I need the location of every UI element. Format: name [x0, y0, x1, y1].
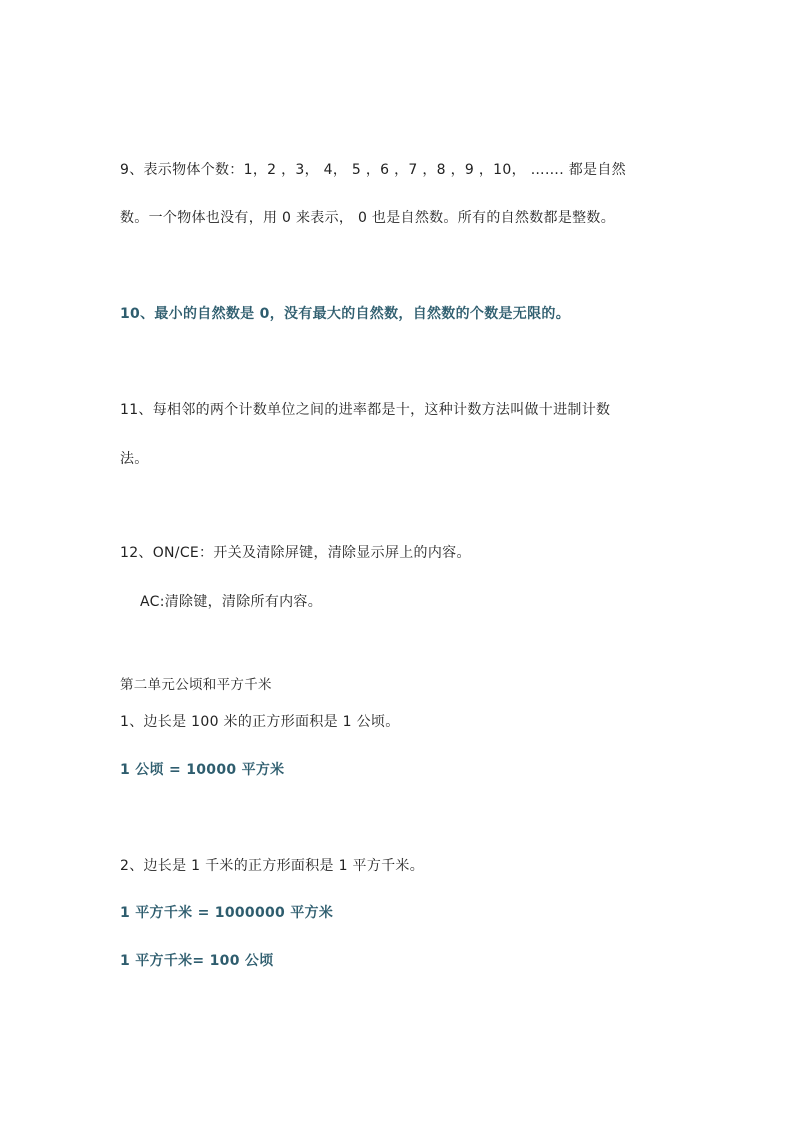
unit-2-point-1: 1、边长是 100 米的正方形面积是 1 公顷。 — [120, 714, 400, 730]
unit-2-point-2: 2、边长是 1 千米的正方形面积是 1 平方千米。 — [120, 858, 425, 874]
item-12-line-1: 12、ON/CE：开关及清除屏键，清除显示屏上的内容。 — [120, 545, 471, 561]
unit-2-heading: 第二单元公顷和平方千米 — [120, 677, 272, 693]
item-9-line-2: 数。一个物体也没有，用 0 来表示， 0 也是自然数。所有的自然数都是整数。 — [120, 210, 616, 226]
unit-2-formula-3: 1 平方千米= 100 公顷 — [120, 953, 274, 969]
item-10-line-1: 10、最小的自然数是 0，没有最大的自然数，自然数的个数是无限的。 — [120, 306, 570, 322]
item-11-line-2: 法。 — [120, 451, 149, 467]
unit-2-formula-1: 1 公顷 = 10000 平方米 — [120, 762, 285, 778]
item-9-line-1: 9、表示物体个数：1，2 ，3， 4， 5 ，6 ，7 ，8 ，9 ，10， ……. 都是自然 — [120, 162, 626, 178]
item-11-line-1: 11、每相邻的两个计数单位之间的进率都是十，这种计数方法叫做十进制计数 — [120, 402, 611, 418]
item-12-line-2: AC:清除键，清除所有内容。 — [140, 594, 323, 610]
unit-2-formula-2: 1 平方千米 = 1000000 平方米 — [120, 905, 334, 921]
